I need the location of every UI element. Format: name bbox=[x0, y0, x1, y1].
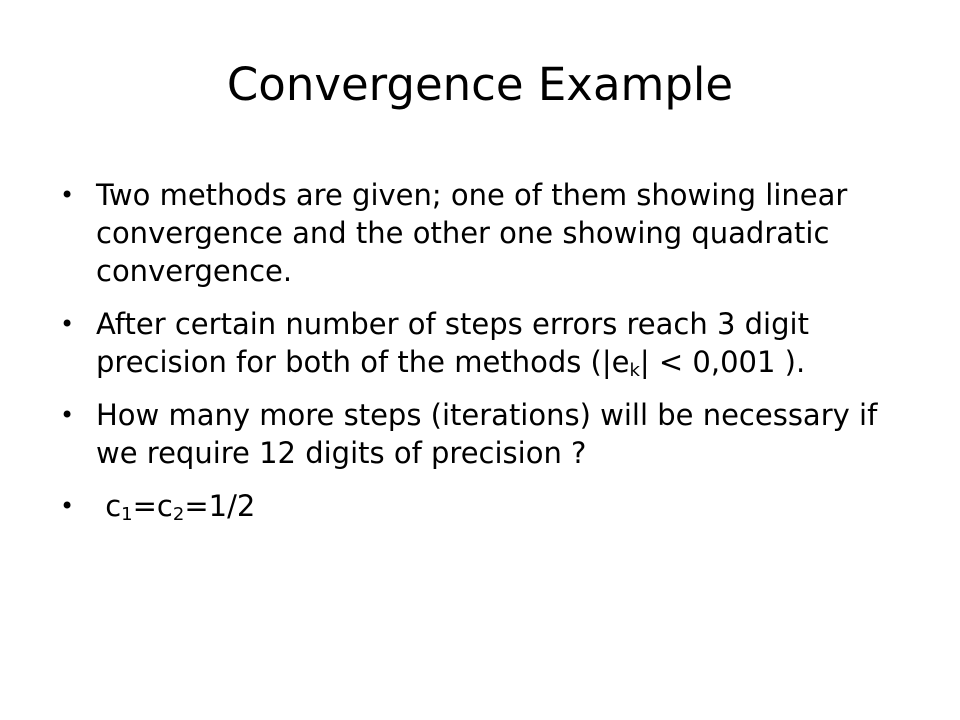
bullet-text-after: | < 0,001 ). bbox=[639, 345, 806, 379]
bullet-icon: • bbox=[60, 181, 75, 209]
bullet-list bbox=[60, 176, 920, 540]
bullet-icon: • bbox=[60, 401, 75, 429]
bullet-text-before: After certain number of steps errors reach 3 digit precision for both of the methods (|e bbox=[96, 307, 809, 379]
bullet-item-question bbox=[60, 396, 920, 472]
subscript-k: k bbox=[629, 360, 640, 381]
bullet-icon: • bbox=[60, 310, 75, 338]
equals-c: =c bbox=[132, 489, 173, 523]
bullet-item-methods bbox=[60, 176, 920, 290]
bullet-icon: • bbox=[60, 492, 75, 520]
c-base: c bbox=[105, 489, 122, 523]
subscript-2: 2 bbox=[172, 504, 185, 525]
bullet-item-precision bbox=[60, 305, 920, 381]
subscript-1: 1 bbox=[121, 504, 133, 525]
bullet-text: Two methods are given; one of them showing linear convergence and the other one showing quadratic convergence. bbox=[96, 178, 848, 288]
bullet-text: How many more steps (iterations) will be necessary if we require 12 digits of precision ? bbox=[96, 398, 878, 470]
bullet-item-constants bbox=[60, 487, 920, 525]
equals-value: =1/2 bbox=[184, 489, 256, 523]
slide-title: Convergence Example bbox=[226, 58, 734, 111]
equation bbox=[96, 489, 255, 523]
